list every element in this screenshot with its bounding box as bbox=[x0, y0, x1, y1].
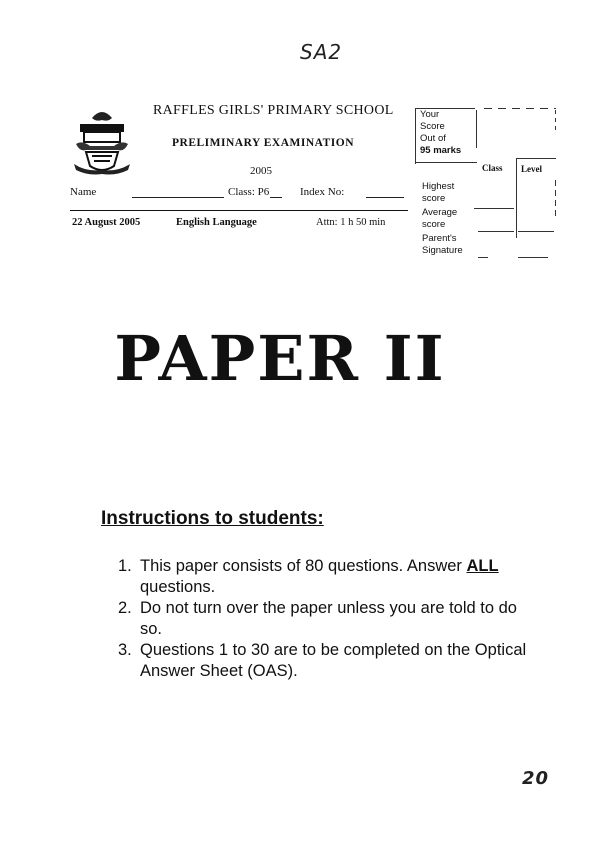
highest-score-label-2: score bbox=[422, 193, 446, 204]
school-name: RAFFLES GIRLS' PRIMARY SCHOOL bbox=[153, 103, 394, 118]
your-score-label-1: Your bbox=[420, 109, 440, 120]
name-label: Name bbox=[70, 186, 97, 198]
name-field[interactable] bbox=[132, 197, 224, 198]
index-label: Index No: bbox=[300, 186, 345, 198]
parent-signature-label-2: Signature bbox=[422, 245, 463, 256]
index-field[interactable] bbox=[366, 197, 404, 198]
highest-score-label-1: Highest bbox=[422, 181, 455, 192]
instruction-item bbox=[118, 640, 538, 682]
instruction-emphasis: ALL bbox=[466, 557, 499, 575]
exam-year: 2005 bbox=[250, 165, 272, 177]
instructions-list bbox=[118, 556, 538, 682]
your-score-label-3: Out of bbox=[420, 133, 446, 144]
parent-signature-field[interactable] bbox=[478, 257, 488, 258]
exam-date: 22 August 2005 bbox=[72, 217, 141, 228]
class-field[interactable] bbox=[270, 197, 282, 198]
school-crest-icon bbox=[72, 106, 132, 176]
instruction-text: This paper consists of 80 questions. Answer bbox=[140, 557, 467, 575]
average-score-label-2: score bbox=[422, 219, 446, 230]
instruction-text-end: questions. bbox=[140, 578, 216, 596]
class-label: Class: P6 bbox=[228, 186, 270, 198]
average-score-label-1: Average bbox=[422, 207, 458, 218]
score-box bbox=[412, 100, 562, 265]
instruction-number: 2. bbox=[118, 599, 132, 617]
exam-duration: Attn: 1 h 50 min bbox=[316, 217, 386, 228]
instruction-number: 1. bbox=[118, 557, 132, 575]
exam-subject: English Language bbox=[176, 217, 257, 228]
instruction-item bbox=[118, 598, 538, 640]
instruction-item bbox=[118, 556, 538, 598]
class-column-header: Class bbox=[482, 163, 503, 173]
instruction-text: Questions 1 to 30 are to be completed on the Optical Answer Sheet (OAS). bbox=[140, 641, 527, 680]
instructions-heading: Instructions to students: bbox=[101, 508, 324, 529]
your-score-label-2: Score bbox=[420, 121, 445, 132]
instruction-text: Do not turn over the paper unless you are told to do so. bbox=[140, 599, 517, 638]
level-column-header: Level bbox=[521, 164, 542, 174]
paper-title: PAPER II bbox=[114, 322, 446, 395]
parent-signature-label-1: Parent's bbox=[422, 233, 457, 244]
header-divider bbox=[70, 210, 408, 211]
your-score-label-4: 95 marks bbox=[420, 145, 462, 156]
handwritten-corner-number: 20 bbox=[522, 768, 550, 789]
handwritten-top-note: SA2 bbox=[300, 40, 343, 64]
instruction-number: 3. bbox=[118, 641, 132, 659]
exam-title: PRELIMINARY EXAMINATION bbox=[172, 137, 355, 149]
